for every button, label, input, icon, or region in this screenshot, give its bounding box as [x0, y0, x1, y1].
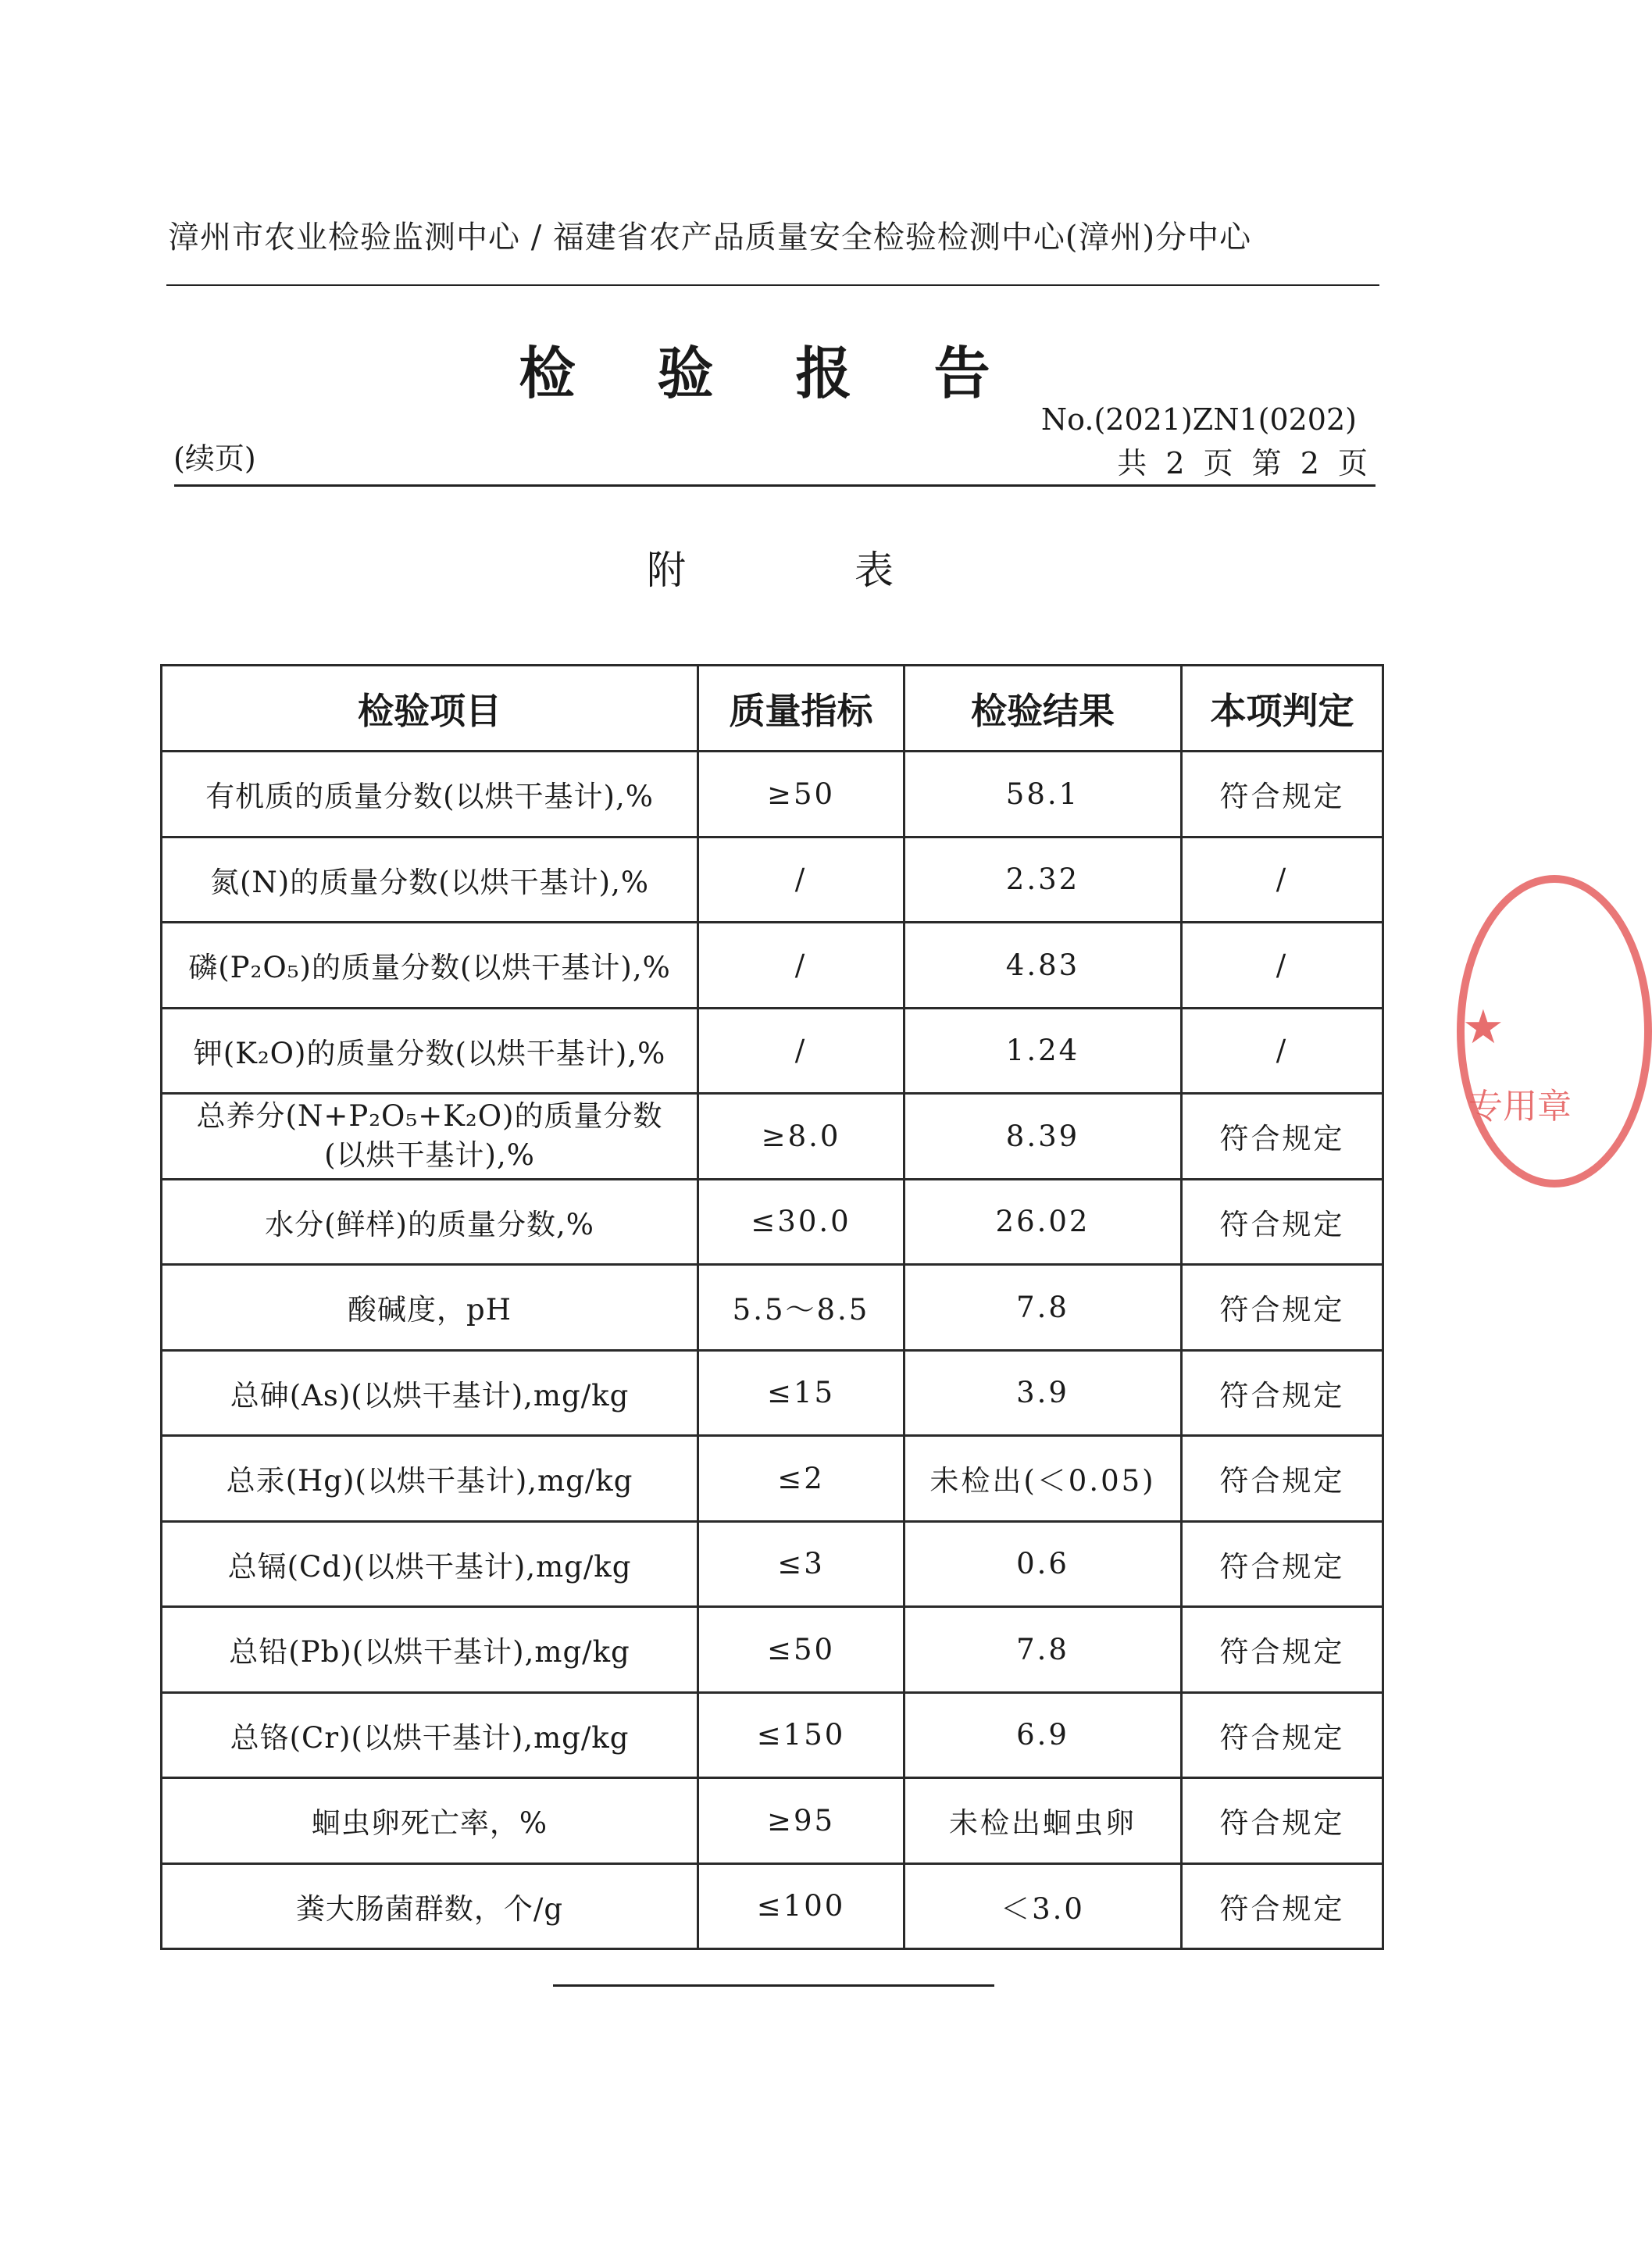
cell-standard: ≤50: [698, 1607, 904, 1693]
appendix-title: 附 表: [647, 548, 972, 593]
cell-standard: ≤150: [698, 1692, 904, 1778]
cell-judgement: 符合规定: [1182, 1521, 1383, 1607]
table-row: [162, 1607, 1383, 1693]
table-row: [162, 1008, 1383, 1094]
cell-standard: ≤2: [698, 1436, 904, 1522]
table-row: [162, 1863, 1383, 1949]
table-row: [162, 1521, 1383, 1607]
table-row: [162, 1436, 1383, 1522]
cell-result: 3.9: [904, 1350, 1182, 1436]
column-header-judgement: 本项判定: [1182, 666, 1383, 752]
table-row: [162, 1179, 1383, 1265]
cell-standard: ≤100: [698, 1863, 904, 1949]
cell-judgement: /: [1182, 923, 1383, 1009]
cell-judgement: 符合规定: [1182, 1863, 1383, 1949]
results-table: [160, 664, 1384, 1950]
cell-result: 未检出(＜0.05): [904, 1436, 1182, 1522]
cell-judgement: 符合规定: [1182, 1265, 1383, 1351]
cell-judgement: 符合规定: [1182, 1436, 1383, 1522]
organization-header: 漳州市农业检验监测中心 / 福建省农产品质量安全检验检测中心(漳州)分中心: [168, 220, 1252, 255]
cell-standard: 5.5～8.5: [698, 1265, 904, 1351]
cell-standard: /: [698, 923, 904, 1009]
cell-item: 磷(P₂O₅)的质量分数(以烘干基计),%: [162, 923, 698, 1009]
cell-result: 7.8: [904, 1607, 1182, 1693]
cell-item: 总汞(Hg)(以烘干基计),mg/kg: [162, 1436, 698, 1522]
cell-item: 总铬(Cr)(以烘干基计),mg/kg: [162, 1692, 698, 1778]
cell-item: 总镉(Cd)(以烘干基计),mg/kg: [162, 1521, 698, 1607]
cell-judgement: 符合规定: [1182, 1607, 1383, 1693]
header-divider: [166, 284, 1379, 286]
cell-item: 氮(N)的质量分数(以烘干基计),%: [162, 837, 698, 923]
table-row: [162, 1692, 1383, 1778]
cell-judgement: 符合规定: [1182, 1350, 1383, 1436]
cell-judgement: 符合规定: [1182, 1179, 1383, 1265]
cell-standard: /: [698, 1008, 904, 1094]
cell-judgement: 符合规定: [1182, 752, 1383, 838]
table-row: [162, 1350, 1383, 1436]
table-row: [162, 752, 1383, 838]
column-header-standard: 质量指标: [698, 666, 904, 752]
seal-text: 专用章: [1468, 1087, 1572, 1127]
cell-item: 酸碱度，pH: [162, 1265, 698, 1351]
cell-standard: ≤15: [698, 1350, 904, 1436]
report-number: No.(2021)ZN1(0202): [1040, 402, 1357, 437]
cell-result: 6.9: [904, 1692, 1182, 1778]
cell-standard: ≥8.0: [698, 1094, 904, 1180]
page-count: 共 2 页 第 2 页: [1117, 446, 1372, 480]
cell-item: 蛔虫卵死亡率，%: [162, 1778, 698, 1864]
cell-result: 未检出蛔虫卵: [904, 1778, 1182, 1864]
cell-judgement: 符合规定: [1182, 1778, 1383, 1864]
cell-result: 26.02: [904, 1179, 1182, 1265]
cell-result: 8.39: [904, 1094, 1182, 1180]
cell-item: 有机质的质量分数(以烘干基计),%: [162, 752, 698, 838]
cell-judgement: /: [1182, 1008, 1383, 1094]
continued-label: (续页): [173, 441, 256, 476]
cell-standard: ≤3: [698, 1521, 904, 1607]
cell-result: 1.24: [904, 1008, 1182, 1094]
cell-result: 7.8: [904, 1265, 1182, 1351]
cell-standard: ≥50: [698, 752, 904, 838]
cell-item: 总砷(As)(以烘干基计),mg/kg: [162, 1350, 698, 1436]
seal-star-icon: ★: [1462, 1000, 1504, 1055]
cell-result: 58.1: [904, 752, 1182, 838]
cell-judgement: /: [1182, 837, 1383, 923]
title-divider: [174, 484, 1375, 487]
cell-result: ＜3.0: [904, 1863, 1182, 1949]
cell-item: 总养分(N+P₂O₅+K₂O)的质量分数 (以烘干基计),%: [162, 1094, 698, 1180]
report-title: 检 验 报 告: [519, 341, 1022, 406]
table-body: [162, 752, 1383, 1949]
cell-standard: ≤30.0: [698, 1179, 904, 1265]
cell-result: 2.32: [904, 837, 1182, 923]
end-divider: [553, 1984, 994, 1987]
table-row: [162, 1778, 1383, 1864]
table-row: [162, 1094, 1383, 1180]
cell-item: 粪大肠菌群数，个/g: [162, 1863, 698, 1949]
cell-judgement: 符合规定: [1182, 1692, 1383, 1778]
cell-result: 4.83: [904, 923, 1182, 1009]
column-header-result: 检验结果: [904, 666, 1182, 752]
cell-result: 0.6: [904, 1521, 1182, 1607]
cell-judgement: 符合规定: [1182, 1094, 1383, 1180]
table-row: [162, 923, 1383, 1009]
cell-standard: /: [698, 837, 904, 923]
table-row: [162, 837, 1383, 923]
table-header-row: [162, 666, 1383, 752]
table-row: [162, 1265, 1383, 1351]
cell-item: 总铅(Pb)(以烘干基计),mg/kg: [162, 1607, 698, 1693]
cell-standard: ≥95: [698, 1778, 904, 1864]
cell-item: 钾(K₂O)的质量分数(以烘干基计),%: [162, 1008, 698, 1094]
column-header-item: 检验项目: [162, 666, 698, 752]
cell-item: 水分(鲜样)的质量分数,%: [162, 1179, 698, 1265]
